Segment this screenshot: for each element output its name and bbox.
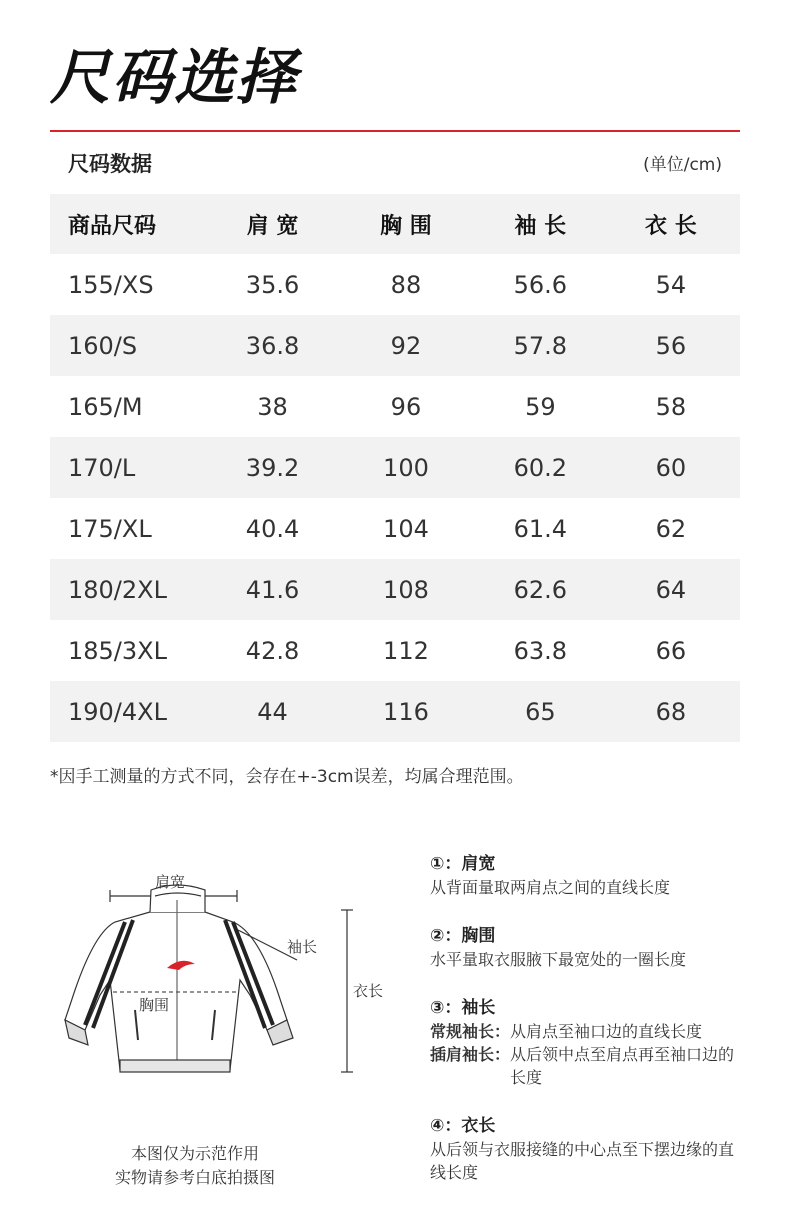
caption-line-1: 本图仅为示范作用	[130, 1144, 259, 1163]
cell-shoulder: 36.8	[245, 331, 300, 360]
size-table	[50, 194, 740, 742]
cell-sleeve: 59	[525, 392, 556, 421]
shoulder-label: 肩宽	[155, 873, 186, 891]
table-row	[50, 498, 740, 559]
raglan-sleeve-text: 从后领中点至肩点再至袖口边的长度	[510, 1045, 735, 1087]
legend-shoulder-title: ①：肩宽	[430, 854, 496, 874]
cell-sleeve: 65	[525, 697, 556, 726]
table-row	[50, 559, 740, 620]
cell-length: 58	[655, 392, 687, 421]
cell-sleeve: 60.2	[513, 453, 568, 482]
table-row	[50, 437, 740, 498]
cell-shoulder: 42.8	[245, 636, 300, 665]
cell-chest: 100	[383, 453, 429, 482]
legend-length-title: ④：衣长	[430, 1116, 496, 1136]
cell-length: 56	[655, 331, 687, 360]
regular-sleeve-text: 从肩点至袖口边的直线长度	[510, 1022, 703, 1041]
diagram-caption	[60, 1142, 330, 1190]
cell-length: 64	[655, 575, 687, 604]
cell-size: 155/XS	[68, 270, 154, 299]
cell-sleeve: 61.4	[513, 514, 568, 543]
cell-size: 190/4XL	[68, 697, 167, 726]
table-header-row	[50, 194, 740, 254]
table-row	[50, 254, 740, 315]
cell-sleeve: 62.6	[513, 575, 568, 604]
table-row	[50, 376, 740, 437]
legend-chest-title: ②：胸围	[430, 926, 496, 946]
cell-shoulder: 35.6	[245, 270, 300, 299]
header-shoulder: 肩 宽	[246, 213, 299, 239]
table-row	[50, 681, 740, 742]
unit-label: (单位/cm)	[643, 155, 722, 175]
cell-sleeve: 63.8	[513, 636, 568, 665]
legend-chest	[430, 924, 750, 971]
cell-length: 60	[655, 453, 687, 482]
legend-sleeve-raglan	[430, 1043, 735, 1089]
cell-length: 62	[655, 514, 687, 543]
cell-chest: 112	[383, 636, 429, 665]
cell-shoulder: 38	[257, 392, 288, 421]
cell-size: 180/2XL	[68, 575, 167, 604]
cell-size: 185/3XL	[68, 636, 167, 665]
cell-shoulder: 41.6	[245, 575, 300, 604]
title-divider	[50, 130, 740, 132]
cell-shoulder: 39.2	[245, 453, 300, 482]
legend-chest-text: 水平量取衣服腋下最宽处的一圈长度	[430, 950, 687, 969]
table-row	[50, 620, 740, 681]
regular-sleeve-label: 常规袖长：	[430, 1022, 511, 1041]
legend-sleeve-regular	[430, 1020, 750, 1043]
cell-sleeve: 57.8	[513, 331, 568, 360]
cell-size: 165/M	[68, 392, 143, 421]
cell-shoulder: 44	[257, 697, 288, 726]
header-length: 衣 长	[645, 213, 697, 239]
legend-shoulder-text: 从背面量取两肩点之间的直线长度	[430, 878, 671, 897]
table-row	[50, 315, 740, 376]
cell-chest: 116	[383, 697, 429, 726]
legend-sleeve-title: ③：袖长	[430, 998, 496, 1018]
cell-length: 68	[655, 697, 687, 726]
legend-length	[430, 1114, 740, 1184]
raglan-sleeve-label: 插肩袖长：	[430, 1045, 511, 1064]
header-sleeve: 袖 长	[514, 213, 567, 239]
cell-chest: 92	[390, 331, 422, 360]
length-label: 衣长	[353, 982, 384, 1000]
page-title: 尺码选择	[50, 43, 298, 113]
cell-size: 170/L	[68, 453, 136, 482]
header-size: 商品尺码	[68, 213, 157, 239]
legend-sleeve	[430, 996, 750, 1089]
header-chest: 胸 围	[380, 213, 432, 239]
legend-length-text: 从后领与衣服接缝的中心点至下摆边缘的直线长度	[430, 1140, 735, 1182]
caption-line-2: 实物请参考白底拍摄图	[114, 1168, 275, 1187]
cell-chest: 96	[390, 392, 422, 421]
cell-chest: 108	[383, 575, 429, 604]
chest-label: 胸围	[139, 996, 170, 1014]
cell-chest: 104	[383, 514, 429, 543]
sleeve-label: 袖长	[287, 938, 318, 956]
cell-size: 175/XL	[68, 514, 152, 543]
cell-sleeve: 56.6	[513, 270, 568, 299]
cell-length: 54	[655, 270, 687, 299]
jacket-diagram	[55, 860, 395, 1090]
legend-shoulder	[430, 852, 750, 899]
cell-length: 66	[655, 636, 687, 665]
cell-size: 160/S	[68, 331, 138, 360]
cell-shoulder: 40.4	[245, 514, 300, 543]
measurement-note: *因手工测量的方式不同，会存在+-3cm误差，均属合理范围。	[50, 767, 524, 787]
section-label: 尺码数据	[68, 152, 152, 176]
cell-chest: 88	[390, 270, 422, 299]
